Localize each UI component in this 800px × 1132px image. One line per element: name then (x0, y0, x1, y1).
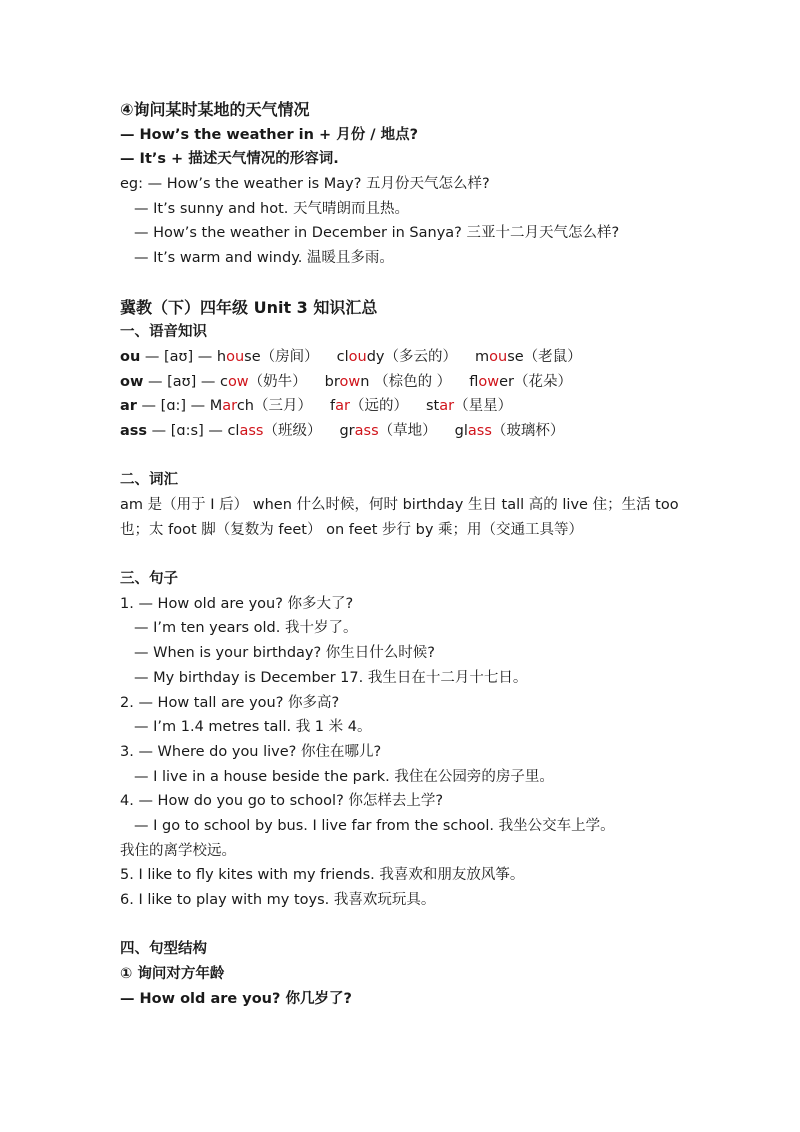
highlighted-letters: ou (348, 348, 367, 365)
phonics-key: ou (120, 348, 141, 365)
sentence-line: 我住的离学校远。 (120, 842, 236, 859)
sentence-line: 2. — How tall are you? 你多高? (120, 694, 340, 711)
word-prefix: M (209, 398, 223, 415)
highlighted-letters: ou (226, 348, 245, 365)
phonics-word (330, 398, 408, 414)
highlighted-letters: ass (239, 422, 264, 439)
word-prefix: fl (469, 373, 479, 390)
sentence-line: — My birthday is December 17. 我生日在十二月十七日。 (134, 669, 528, 686)
highlighted-letters: ow (339, 373, 361, 390)
phonics-word (210, 398, 312, 414)
phonics-word (426, 398, 512, 414)
sentence-line: 6. I like to play with my toys. 我喜欢玩玩具。 (120, 892, 436, 909)
phonics-word (227, 423, 321, 439)
unit-title: 冀教（下）四年级 Unit 3 知识汇总 (120, 297, 378, 317)
word-suffix: （班级） (263, 422, 322, 439)
phonics-row (120, 370, 690, 395)
sentence-line: 3. — Where do you live? 你住在哪儿? (120, 743, 382, 760)
word-suffix: ch（三月） (236, 398, 312, 415)
structures-heading: 四、句型结构 (120, 941, 207, 958)
word-suffix: （星星） (454, 398, 513, 415)
phonics-ipa: — [aʊ] — (140, 348, 217, 365)
sentence-line: — I live in a house beside the park. 我住在公园旁的房子里。 (134, 768, 554, 785)
phonics-row (120, 419, 690, 444)
word-suffix: dy（多云的） (366, 348, 458, 365)
phonics-row (120, 394, 690, 419)
phonics-ipa: — [ɑ:s] — (147, 422, 228, 439)
highlighted-letters: ass (467, 422, 492, 439)
phonics-word (217, 349, 319, 365)
phonics-word (455, 423, 565, 439)
phonics-word (475, 349, 582, 365)
example-line: — It’s warm and windy. 温暖且多雨。 (134, 250, 394, 267)
word-prefix: h (216, 348, 227, 365)
weather-section-heading: ④询问某时某地的天气情况 (120, 100, 310, 119)
word-prefix: f (330, 398, 336, 415)
sentence-line: 4. — How do you go to school? 你怎样去上学? (120, 793, 444, 810)
phonics-list (120, 345, 690, 444)
example-line: eg: — How’s the weather is May? 五月份天气怎么样? (120, 176, 490, 193)
document-content (120, 98, 690, 1011)
phonics-ipa: — [ɑ:] — (136, 398, 210, 415)
phonics-key: ass (120, 422, 148, 439)
word-prefix: br (324, 373, 340, 390)
phonics-ipa: — [aʊ] — (143, 373, 220, 390)
word-prefix: gl (454, 422, 468, 439)
word-suffix: （玻璃杯） (491, 422, 565, 439)
phonics-heading: 一、语音知识 (120, 324, 207, 341)
phonics-word (325, 374, 452, 390)
phonics-key: ow (120, 373, 144, 390)
word-suffix: n （棕色的 ） (360, 373, 452, 390)
example-line: — It’s sunny and hot. 天气晴朗而且热。 (134, 200, 410, 217)
word-suffix: （远的） (349, 398, 408, 415)
word-prefix: cl (336, 348, 349, 365)
sentence-line: — I’m ten years old. 我十岁了。 (134, 620, 358, 637)
highlighted-letters: ar (439, 398, 455, 415)
weather-question-pattern: — How’s the weather in + 月份 / 地点? (120, 126, 419, 143)
word-suffix: er（花朵） (499, 373, 572, 390)
highlighted-letters: ow (478, 373, 500, 390)
word-prefix: gr (339, 422, 355, 439)
word-suffix: （奶牛） (248, 373, 307, 390)
word-prefix: m (475, 348, 490, 365)
phonics-word (469, 374, 572, 390)
vocab-heading: 二、词汇 (120, 472, 178, 489)
phonics-word (339, 423, 436, 439)
phonics-word (337, 349, 457, 365)
structure-question: — How old are you? 你几岁了? (120, 990, 352, 1007)
example-line: — How’s the weather in December in Sanya? 三亚十二月天气怎么样? (134, 225, 620, 242)
phonics-word (220, 374, 307, 390)
highlighted-letters: ass (354, 422, 379, 439)
word-prefix: c (219, 373, 228, 390)
highlighted-letters: ar (335, 398, 350, 415)
structure-subheading: ① 询问对方年龄 (120, 966, 225, 983)
sentence-line: 1. — How old are you? 你多大了? (120, 595, 354, 612)
highlighted-letters: ar (222, 398, 237, 415)
phonics-key: ar (120, 398, 137, 415)
sentence-line: — I go to school by bus. I live far from the school. 我坐公交车上学。 (134, 817, 615, 834)
phonics-row (120, 345, 690, 370)
sentence-line: 5. I like to fly kites with my friends. 我喜欢和朋友放风筝。 (120, 867, 525, 884)
word-suffix: se（房间） (244, 348, 319, 365)
vocab-paragraph: am 是（用于 I 后） when 什么时候，何时 birthday 生日 tall 高的 live 住；生活 too 也；太 foot 脚（复数为 feet） on feet 步行 by 乘；用（交通工具等） (120, 497, 679, 538)
sentence-line: — I’m 1.4 metres tall. 我 1 米 4。 (134, 719, 372, 736)
sentence-line: — When is your birthday? 你生日什么时候? (134, 645, 436, 662)
word-suffix: （草地） (378, 422, 437, 439)
word-prefix: st (425, 398, 440, 415)
word-suffix: se（老鼠） (507, 348, 582, 365)
sentences-heading: 三、句子 (120, 571, 178, 588)
word-prefix: cl (227, 422, 240, 439)
highlighted-letters: ou (489, 348, 508, 365)
highlighted-letters: ow (227, 373, 249, 390)
weather-answer-pattern: — It’s + 描述天气情况的形容词. (120, 151, 339, 168)
